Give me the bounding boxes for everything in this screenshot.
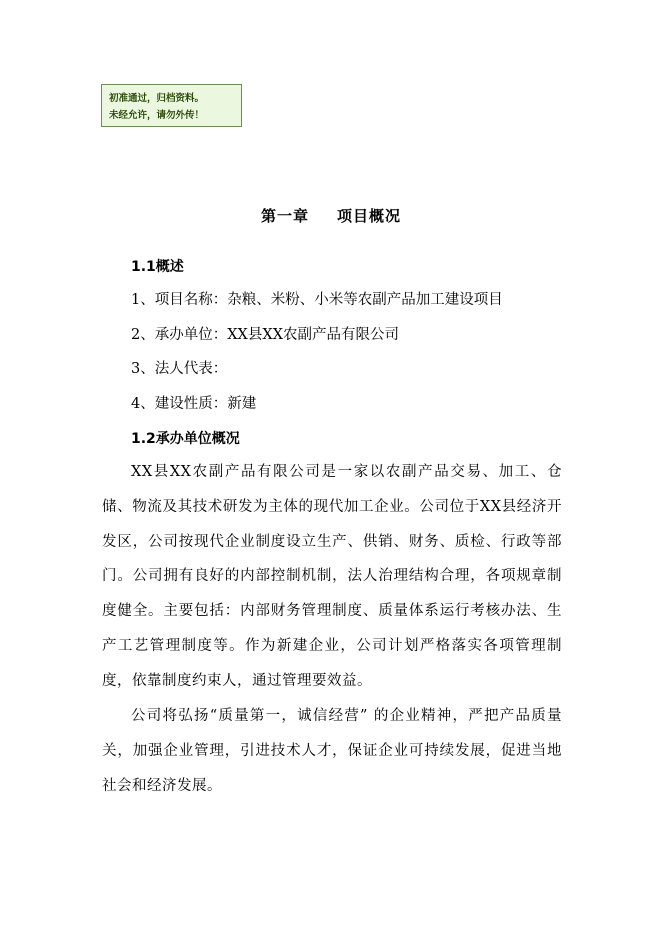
list-item-construction-nature: 4、建设性质：新建 <box>131 396 257 412</box>
section-1-1-heading: 1.1概述 <box>131 259 184 275</box>
list-item-project-name: 1、项目名称：杂粮、米粉、小米等农副产品加工建设项目 <box>131 292 503 308</box>
list-item-organizer: 2、承办单位：XX县XX农副产品有限公司 <box>131 327 400 343</box>
company-spirit-paragraph: 公司将弘扬“质量第一，诚信经营” 的企业精神，严把产品质量关，加强企业管理，引进技术人才，保证企业可持续发展，促进当地社会和经济发展。 <box>102 708 562 794</box>
notice-line-1: 初准通过，归档资料。 <box>109 93 205 104</box>
approval-notice-box <box>101 84 242 127</box>
section-1-2-heading: 1.2承办单位概况 <box>131 431 240 447</box>
chapter-title <box>0 205 662 227</box>
list-item-legal-representative: 3、法人代表： <box>131 361 228 377</box>
notice-line-2: 未经允许，请勿外传！ <box>109 110 205 121</box>
chapter-number: 第一章 <box>260 207 309 225</box>
chapter-name: 项目概况 <box>337 207 402 225</box>
company-overview-paragraph: XX县XX农副产品有限公司是一家以农副产品交易、加工、仓储、物流及其技术研发为主体的现代加工企业。公司位于XX县经济开发区，公司按现代企业制度设立生产、供销、财务、质检、行政等部门。公司拥有良好的内部控制机制，法人治理结构合理，各项规章制度健全。主要包括：内部财务管理制度、质量体系运行考核办法、生产工艺管理制度等。作为新建企业，公司计划严格落实各项管理制度，依靠制度约束人，通过管理要效益。 <box>102 464 562 689</box>
